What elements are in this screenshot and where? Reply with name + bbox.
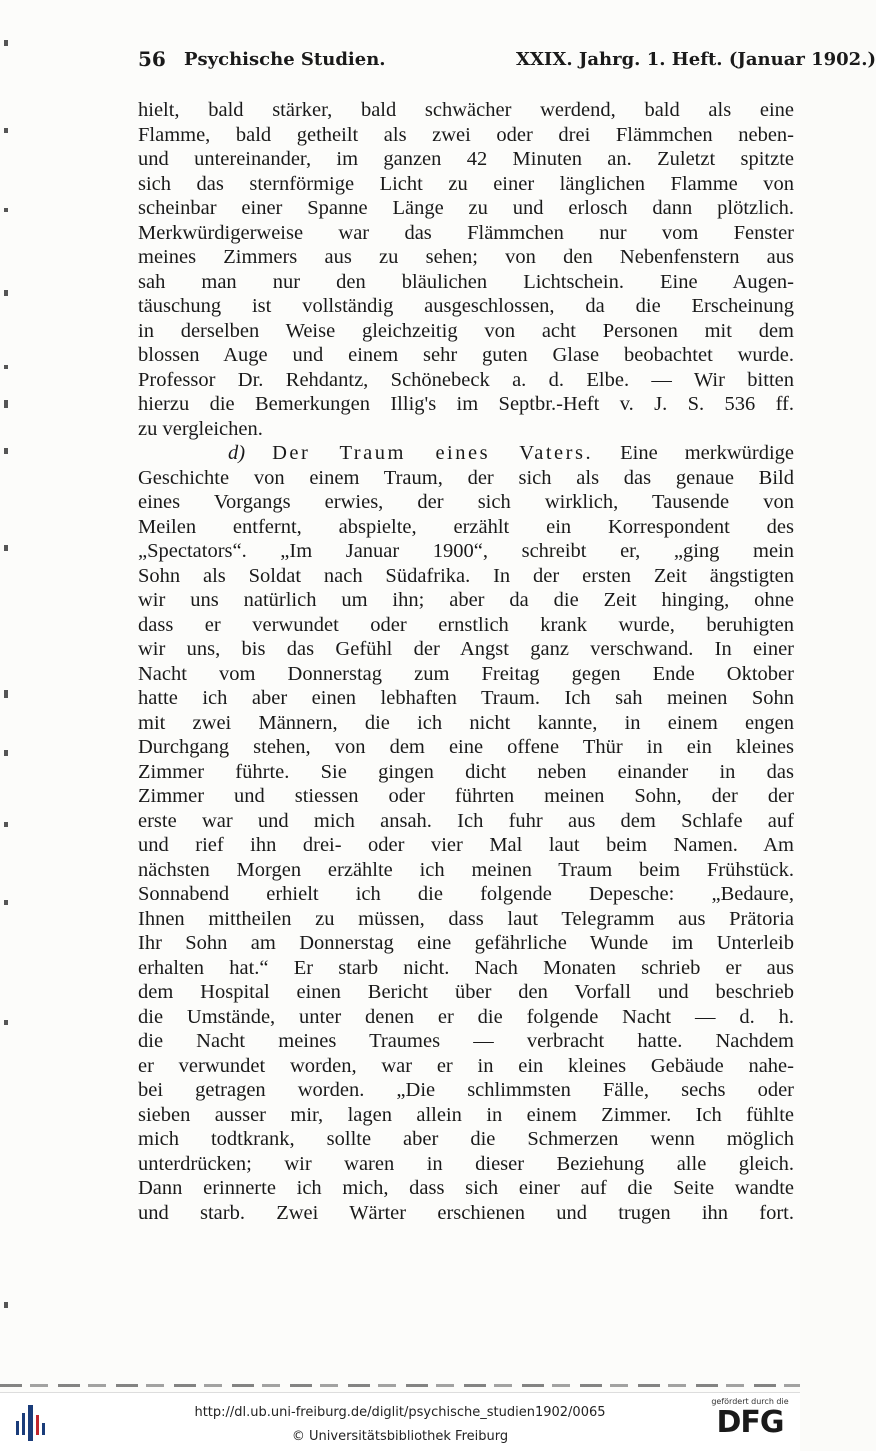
journal-title: Psychische Studien. [184, 49, 386, 70]
text-line: und rief ihn drei- oder vier Mal laut beim Namen. Am [138, 834, 794, 856]
text-line: mich todtkrank, sollte aber die Schmerzen wenn möglich [138, 1128, 794, 1150]
heading-line-rest: Eine merkwürdige [620, 442, 794, 464]
text-line: meines Zimmers aus zu sehen; von den Nebenfenstern aus [138, 246, 794, 268]
text-line: wir uns, bis das Gefühl der Angst ganz verschwand. In einer [138, 638, 794, 660]
text-line: scheinbar einer Spanne Länge zu und erlosch dann plötzlich. [138, 197, 794, 219]
viewer-footer [0, 1392, 800, 1451]
text-line: zu vergleichen. [138, 417, 263, 440]
text-line: blossen Auge und einem sehr guten Glase beobachtet wurde. [138, 344, 794, 366]
text-line: Professor Dr. Rehdantz, Schönebeck a. d. Elbe. — Wir bitten [138, 368, 794, 391]
section-heading: Der Traum eines Vaters. [272, 442, 594, 464]
text-line: Nacht vom Donnerstag zum Freitag gegen Ende Oktober [138, 662, 794, 685]
text-line: Sonnabend erhielt ich die folgende Depesche: „Bedaure, [138, 883, 794, 905]
text-line: in derselben Weise gleichzeitig von acht Personen mit dem [138, 319, 794, 342]
text-line: sah man nur den bläulichen Lichtschein. Eine Augen- [138, 270, 794, 293]
text-line: täuschung ist vollständig ausgeschlossen, da die Erscheinung [138, 295, 794, 317]
text-line: bei getragen worden. „Die schlimmsten Fälle, sechs oder [138, 1079, 794, 1101]
text-line: er verwundet worden, war er in ein kleines Gebäude nahe- [138, 1054, 794, 1077]
text-line: Ihr Sohn am Donnerstag eine gefährliche Wunde im Unterleib [138, 932, 794, 954]
text-line: erste war und mich ansah. Ich fuhr aus dem Schlafe auf [138, 809, 794, 832]
dfg-mark: DFG [716, 1405, 784, 1440]
text-line: dass er verwundet oder ernstlich krank wurde, beruhigten [138, 613, 794, 636]
text-line: Meilen entfernt, abspielte, erzählt ein Korrespondent des [138, 515, 794, 538]
copyright-notice: © Universitätsbibliothek Freiburg [291, 1429, 509, 1444]
text-line: und untereinander, im ganzen 42 Minuten an. Zuletzt spitzte [138, 148, 794, 170]
text-line: und starb. Zwei Wärter erschienen und trugen ihn fort. [138, 1201, 794, 1224]
text-line: Zimmer und stiessen oder führten meinen Sohn, der der [138, 785, 794, 807]
scan-edge-noise [0, 1384, 800, 1387]
text-line: hierzu die Bemerkungen Illig's im Septbr.-Heft v. J. S. 536 ff. [138, 393, 794, 415]
text-line: nächsten Morgen erzählte ich meinen Traum beim Frühstück. [138, 858, 794, 881]
text-line: Geschichte von einem Traum, der sich als das genaue Bild [138, 466, 794, 489]
text-line: sieben ausser mir, lagen allein in einem Zimmer. Ich fühlte [138, 1103, 794, 1126]
text-line: Sohn als Soldat nach Südafrika. In der ersten Zeit ängstigten [138, 564, 794, 587]
text-line: erhalten hat.“ Er starb nicht. Nach Monaten schrieb er aus [138, 956, 794, 979]
text-line: dem Hospital einen Bericht über den Vorfall und beschrieb [138, 981, 794, 1003]
running-header [138, 47, 876, 77]
text-line: hielt, bald stärker, bald schwächer werdend, bald als eine [138, 99, 794, 121]
margin-marks [0, 0, 14, 1392]
section-heading-line [138, 441, 794, 466]
text-line: die Nacht meines Traumes — verbracht hatte. Nachdem [138, 1030, 794, 1052]
text-line: Durchgang stehen, von dem eine offene Thür in ein kleines [138, 736, 794, 758]
text-line: eines Vorgangs erwies, der sich wirklich, Tausende von [138, 491, 794, 513]
text-line: „Spectators“. „Im Januar 1900“, schreibt er, „ging mein [138, 540, 794, 562]
text-line: wir uns natürlich um ihn; aber da die Zeit hinging, ohne [138, 589, 794, 611]
text-line: Zimmer führte. Sie gingen dicht neben einander in das [138, 760, 794, 783]
text-line: sich das sternförmige Licht zu einer länglichen Flamme von [138, 172, 794, 195]
body-text [138, 98, 794, 1225]
text-line: hatte ich aber einen lebhaften Traum. Ich sah meinen Sohn [138, 687, 794, 709]
text-line: Merkwürdigerweise war das Flämmchen nur vom Fenster [138, 221, 794, 244]
text-line: mit zwei Männern, die ich nicht kannte, in einem engen [138, 711, 794, 734]
issue-info: XXIX. Jahrg. 1. Heft. (Januar 1902.) [516, 49, 876, 70]
section-marker: d) [228, 442, 246, 464]
text-line: die Umstände, unter denen er die folgende Nacht — d. h. [138, 1005, 794, 1028]
source-url-link[interactable]: http://dl.ub.uni-freiburg.de/diglit/psychische_studien1902/0065 [194, 1405, 606, 1420]
dfg-caption: gefördert durch die [711, 1397, 789, 1406]
text-line: Ihnen mittheilen zu müssen, dass laut Telegramm aus Prätoria [138, 907, 794, 930]
text-line: unterdrücken; wir waren in dieser Beziehung alle gleich. [138, 1152, 794, 1175]
text-line: Flamme, bald getheilt als zwei oder drei Flämmchen neben- [138, 123, 794, 146]
text-line: Dann erinnerte ich mich, dass sich einer auf die Seite wandte [138, 1177, 794, 1199]
page-number: 56 [138, 47, 166, 71]
dfg-logo [706, 1397, 794, 1447]
